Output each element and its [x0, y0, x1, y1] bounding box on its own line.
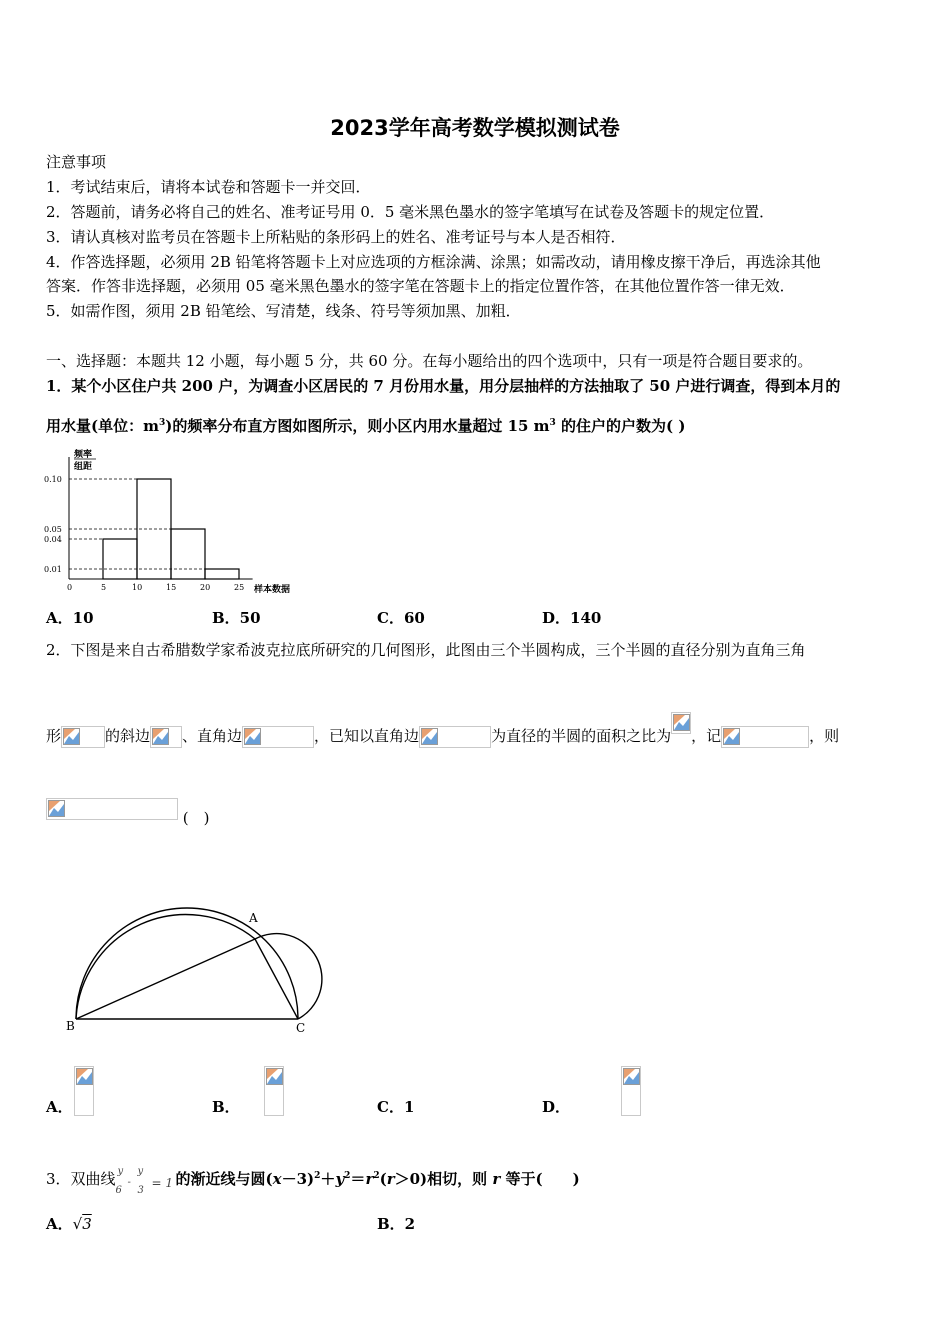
- histogram-bar: [171, 529, 205, 579]
- q1-line1: 1．某个小区住户共 200 户，为调查小区居民的 7 月份用水量，用分层抽样的方法抽取了 50 户进行调查，得到本月的: [46, 377, 841, 395]
- q2-option-a[interactable]: A．: [46, 1098, 73, 1116]
- formula-image: [419, 726, 491, 748]
- x-tick-label: 0: [67, 583, 73, 592]
- formula-image: [721, 726, 809, 748]
- formula-image: [74, 1066, 94, 1116]
- notice-item: 5．如需作图，须用 2B 铅笔绘、写清楚，线条、符号等须加黑、加粗．: [46, 302, 521, 320]
- q1-line2: 用水量(单位：$m^3$)的频率分布直方图如图所示，则小区内用水量超过 15 $m^3$ 的住户的户数为( ): [46, 417, 686, 435]
- section-heading: 一、选择题：本题共 12 小题，每小题 5 分，共 60 分。在每小题给出的四个选项中，只有一项是符合题目要求的。: [46, 352, 813, 370]
- q2-option-c[interactable]: C．1: [377, 1098, 415, 1116]
- y-tick-label: 0.04: [44, 535, 62, 544]
- broken-image-icon: [63, 728, 80, 745]
- y-tick-label: 0.05: [44, 525, 62, 534]
- formula-image: [46, 798, 178, 820]
- notice-heading: 注意事项: [46, 153, 107, 171]
- q3-equation: y 6 - y 3 = 1: [115, 1166, 174, 1196]
- x-tick-label: 10: [132, 583, 143, 592]
- broken-image-icon: [48, 800, 65, 817]
- q2-line2: 形 的斜边 、直角边 ，已知以直角边 为直径的半圆的面积之比为 ，记 ，则: [46, 726, 839, 748]
- q2-line1: 2．下图是来自古希腊数学家希波克拉底所研究的几何图形，此图由三个半圆构成，三个半圆的直径分别为直角三角: [46, 641, 806, 659]
- histogram-bar: [205, 569, 239, 579]
- broken-image-icon: [421, 728, 438, 745]
- histogram-chart: [44, 445, 300, 597]
- notice-item: 2．答题前，请务必将自己的姓名、准考证号用 0．5 毫米黑色墨水的签字笔填写在试卷及答题卡的规定位置．: [46, 203, 775, 221]
- point-b-label: B: [66, 1019, 75, 1033]
- y-label-top: 频率: [74, 450, 93, 460]
- notice-item: 3．请认真核对监考员在答题卡上所粘贴的条形码上的姓名、准考证号与本人是否相符．: [46, 228, 626, 246]
- point-a-label: A: [249, 911, 258, 925]
- formula-image: [150, 726, 182, 748]
- q1-option-c[interactable]: C．60: [377, 609, 425, 627]
- x-tick-label: 15: [166, 583, 177, 592]
- broken-image-icon: [723, 728, 740, 745]
- q2-option-b[interactable]: B．: [212, 1098, 240, 1116]
- broken-image-icon: [673, 714, 690, 731]
- formula-image: [264, 1066, 284, 1116]
- formula-image: [621, 1066, 641, 1116]
- q1-option-a[interactable]: A．10: [46, 609, 94, 627]
- broken-image-icon: [76, 1068, 93, 1085]
- q1-option-d[interactable]: D．140: [542, 609, 602, 627]
- histogram-bar: [103, 539, 137, 579]
- point-c-label: C: [296, 1021, 306, 1035]
- notice-item: 1．考试结束后，请将本试卷和答题卡一并交回．: [46, 178, 371, 196]
- broken-image-icon: [244, 728, 261, 745]
- q3-option-b[interactable]: B．2: [377, 1215, 416, 1233]
- formula-image: [671, 712, 691, 734]
- y-label-bottom: 组距: [74, 462, 93, 472]
- page-title: 2023学年高考数学模拟测试卷: [330, 116, 620, 140]
- x-axis-label: 样本数据: [254, 585, 291, 595]
- q1-option-b[interactable]: B．50: [212, 609, 261, 627]
- q3-line: 3．双曲线 y 6 - y 3 = 1 的渐近线与圆$(x-3)^2+y^2=r^2(r>0)$相切，则 r 等于( ): [46, 1166, 580, 1196]
- broken-image-icon: [266, 1068, 283, 1085]
- x-tick-label: 20: [200, 583, 211, 592]
- hippocrates-figure: [60, 870, 330, 1040]
- q2-line3: ( ): [46, 798, 210, 820]
- q2-option-d[interactable]: D．: [542, 1098, 571, 1116]
- y-tick-label: 0.10: [44, 475, 62, 484]
- x-tick-label: 25: [234, 583, 245, 592]
- q3-option-a[interactable]: A．√3: [46, 1215, 92, 1233]
- notice-item: 答案．作答非选择题，必须用 05 毫米黑色墨水的签字笔在答题卡上的指定位置作答，在其他位置作答一律无效．: [46, 277, 795, 295]
- notice-item: 4．作答选择题，必须用 2B 铅笔将答题卡上对应选项的方框涂满、涂黑；如需改动，请用橡皮擦干净后，再选涂其他: [46, 253, 821, 271]
- y-tick-label: 0.01: [44, 565, 62, 574]
- x-tick-label: 5: [101, 583, 107, 592]
- formula-image: [242, 726, 314, 748]
- broken-image-icon: [623, 1068, 640, 1085]
- formula-image: [61, 726, 105, 748]
- broken-image-icon: [152, 728, 169, 745]
